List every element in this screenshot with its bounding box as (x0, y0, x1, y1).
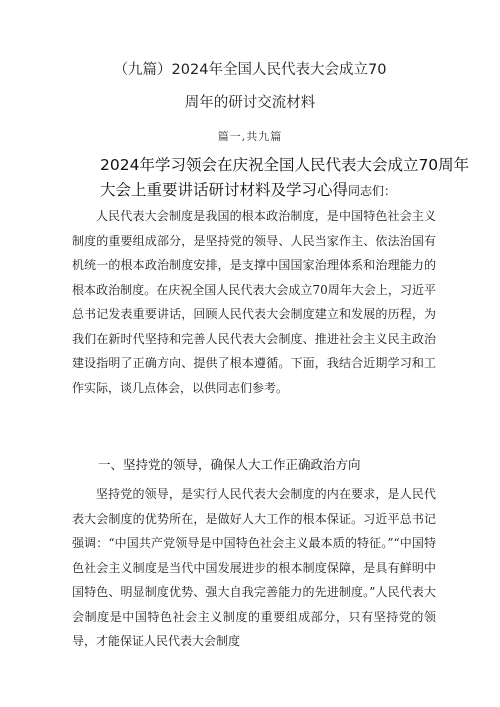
document-title-line-2: 周年的研讨交流材料 (184, 95, 316, 111)
body-paragraph-2: 坚持党的领导，是实行人民代表大会制度的内在要求，是人民代表大会制度的优势所在，是做好人大工作的根本保证。习近平总书记强调：“中国共产党领导是中国特色社会主义最本质的特征。”“中国特色社会主义制度是当代中国发展进步的根本制度保障，是具有鲜明中国特色、明显制度优势、强大自我完善能力的先进制度。”人民代表大会制度是中国特色社会主义制度的重要组成部分，只有坚持党的领导，才能保证人民代表大会制度 (72, 487, 436, 648)
section-heading-1: 一、坚持党的领导，确保人大工作正确政治方向 (98, 457, 361, 472)
document-subtitle: 篇一,共九篇 (217, 130, 283, 143)
main-heading (100, 153, 480, 204)
document-title-line-1: （九篇）2024年全国人民代表大会成立70 (113, 62, 387, 78)
greeting-text: 同志们： (348, 184, 397, 198)
body-paragraph-1: 人民代表大会制度是我国的根本政治制度，是中国特色社会主义制度的重要组成部分，是坚持党的领导、人民当家作主、依法治国有机统一的根本政治制度安排，是支撑中国国家治理体系和治理能力的根本政治制度。在庆祝全国人民代表大会成立70周年大会上，习近平总书记发表重要讲话，回顾人民代表大会制度建立和发展的历程，为我们在新时代坚持和完善人民代表大会制度、推进社会主义民主政治建设指明了正确方向、提供了根本遵循。下面，我结合近期学习和工作实际，谈几点体会，以供同志们参考。 (72, 209, 436, 395)
main-heading-text: 2024年学习领会在庆祝全国人民代表大会成立70周年大会上重要讲话研讨材料及学习心得 (100, 156, 470, 199)
